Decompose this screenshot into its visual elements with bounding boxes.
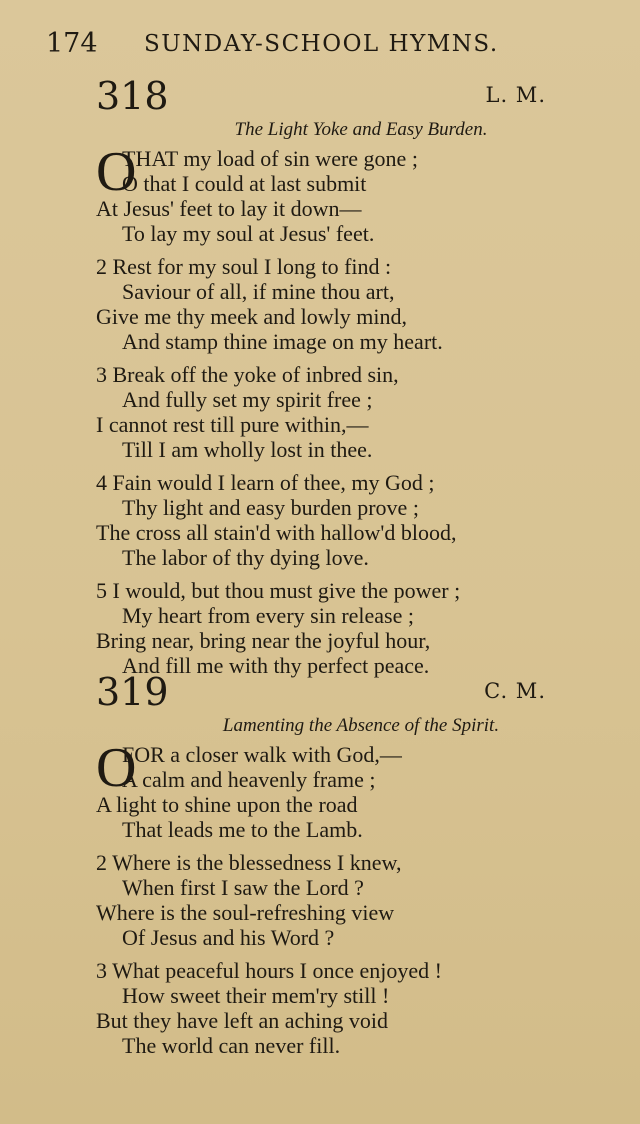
- verse-line: That leads me to the Lamb.: [122, 817, 363, 842]
- verse-line: When first I saw the Lord ?: [122, 875, 364, 900]
- hymn-title: The Light Yoke and Easy Burden.: [234, 119, 488, 140]
- verse-line: A light to shine upon the road: [96, 792, 358, 817]
- verse-line: At Jesus' feet to lay it down—: [96, 196, 362, 221]
- verse-line: My heart from every sin release ;: [122, 603, 414, 628]
- verse-line: But they have left an aching void: [96, 1008, 389, 1033]
- verse-line: A calm and heavenly frame ;: [122, 767, 376, 792]
- verse-line: O that I could at last submit: [122, 171, 367, 196]
- verse-line: The cross all stain'd with hallow'd blood,: [96, 520, 457, 545]
- verse-line: To lay my soul at Jesus' feet.: [122, 221, 375, 246]
- hymn-number: 318: [96, 74, 169, 118]
- hymn-meter: L. M.: [485, 83, 546, 107]
- hymn-title: Lamenting the Absence of the Spirit.: [222, 715, 500, 736]
- hymn-heading: [96, 670, 596, 714]
- hymn-heading: [96, 74, 596, 118]
- stanza-1: [96, 141, 596, 246]
- verse-line: The labor of thy dying love.: [122, 545, 369, 570]
- verse-line: And fully set my spirit free ;: [122, 387, 373, 412]
- verse-line: How sweet their mem'ry still !: [122, 983, 390, 1008]
- verse-line: And stamp thine image on my heart.: [122, 329, 443, 354]
- page-number: 174: [46, 28, 98, 59]
- verse-line: Saviour of all, if mine thou art,: [122, 279, 395, 304]
- hymn-318: [96, 74, 596, 686]
- verse-line: The world can never fill.: [122, 1033, 341, 1058]
- verse-line: Give me thy meek and lowly mind,: [96, 304, 407, 329]
- verse-line: 3 Break off the yoke of inbred sin,: [96, 362, 399, 387]
- verse-line: Thy light and easy burden prove ;: [122, 495, 419, 520]
- verse-line: THAT my load of sin were gone ;: [122, 146, 418, 171]
- drop-cap: O: [96, 141, 137, 203]
- running-head: [46, 26, 620, 62]
- verse-line: I cannot rest till pure within,—: [96, 412, 369, 437]
- verse-line: 2 Rest for my soul I long to find :: [96, 254, 392, 279]
- hymn-meter: C. M.: [484, 679, 546, 703]
- stanza-3: [96, 362, 596, 462]
- verse-line: 3 What peaceful hours I once enjoyed !: [96, 958, 442, 983]
- verse-line: And fill me with thy perfect peace.: [122, 653, 430, 678]
- stanza-4: [96, 470, 596, 570]
- stanza-2: [96, 850, 596, 950]
- verse-line: Bring near, bring near the joyful hour,: [96, 628, 431, 653]
- stanza-3: [96, 958, 596, 1058]
- book-title: SUNDAY-SCHOOL HYMNS.: [144, 31, 499, 57]
- hymn-number: 319: [96, 670, 169, 714]
- verse-line: 4 Fain would I learn of thee, my God ;: [96, 470, 435, 495]
- hymn-319: [96, 670, 596, 1066]
- verse-line: Where is the soul-refreshing view: [96, 900, 395, 925]
- drop-cap: O: [96, 737, 137, 799]
- verse-line: 2 Where is the blessedness I knew,: [96, 850, 402, 875]
- stanza-2: [96, 254, 596, 354]
- verse-line: FOR a closer walk with God,—: [122, 742, 402, 767]
- stanza-5: [96, 578, 596, 678]
- verse-line: Of Jesus and his Word ?: [122, 925, 335, 950]
- verse-line: 5 I would, but thou must give the power ;: [96, 578, 461, 603]
- stanza-1: [96, 737, 596, 842]
- verse-line: Till I am wholly lost in thee.: [122, 437, 373, 462]
